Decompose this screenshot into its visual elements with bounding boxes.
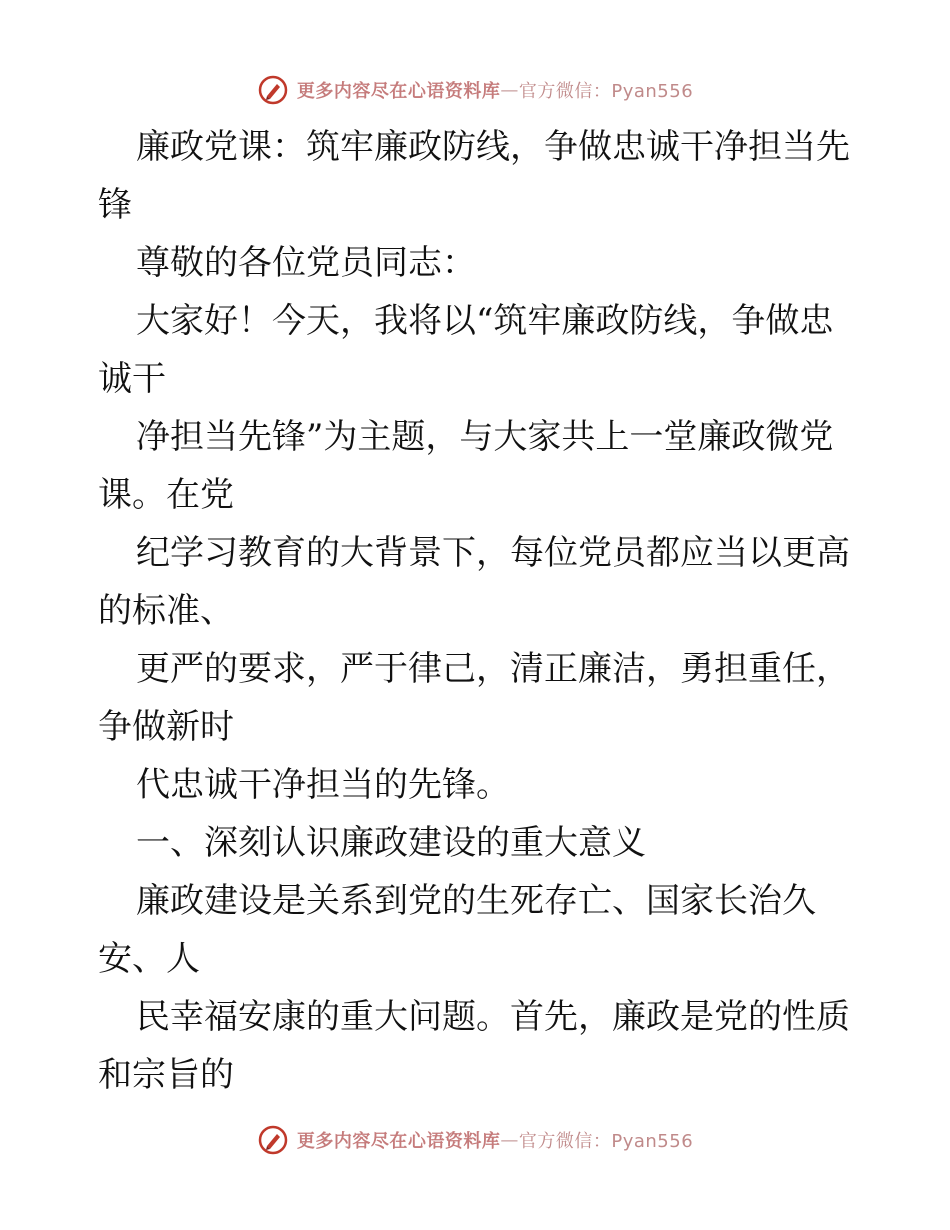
header-watermark [0, 70, 950, 110]
watermark-wechat-text: 官方微信：Pyan556 [518, 81, 694, 102]
document-line: 净担当先锋”为主题，与大家共上一堂廉政微党 [136, 417, 834, 457]
watermark-main-text: 更多内容尽在心语资料库 [296, 81, 501, 102]
pen-logo-icon [257, 74, 289, 106]
document-line: 安、人 [98, 939, 200, 979]
document-line: 纪学习教育的大背景下，每位党员都应当以更高 [136, 533, 850, 573]
watermark-wechat-text: 官方微信：Pyan556 [518, 1131, 694, 1152]
footer-watermark [0, 1120, 950, 1160]
document-line: 争做新时 [98, 707, 234, 747]
watermark-main-text: 更多内容尽在心语资料库 [296, 1131, 501, 1152]
document-line: 的标准、 [98, 591, 234, 631]
document-line: 课。在党 [98, 475, 234, 515]
document-line: 代忠诚干净担当的先锋。 [136, 765, 510, 805]
document-line: 尊敬的各位党员同志： [136, 243, 476, 283]
document-line: 和宗旨的 [98, 1055, 234, 1095]
section-heading: 一、深刻认识廉政建设的重大意义 [136, 823, 646, 863]
document-line: 更严的要求，严于律己，清正廉洁，勇担重任， [136, 649, 850, 689]
document-body [98, 118, 858, 1104]
watermark-separator: — [500, 1129, 519, 1151]
document-line: 锋 [98, 185, 132, 225]
document-line: 廉政党课：筑牢廉政防线，争做忠诚干净担当先 [136, 127, 850, 167]
document-line: 廉政建设是关系到党的生死存亡、国家长治久 [136, 881, 816, 921]
watermark-separator: — [500, 79, 519, 101]
document-line: 诚干 [98, 359, 166, 399]
document-line: 民幸福安康的重大问题。首先，廉政是党的性质 [136, 997, 850, 1037]
document-line: 大家好！今天，我将以“筑牢廉政防线，争做忠 [136, 301, 834, 341]
pen-logo-icon [257, 1124, 289, 1156]
